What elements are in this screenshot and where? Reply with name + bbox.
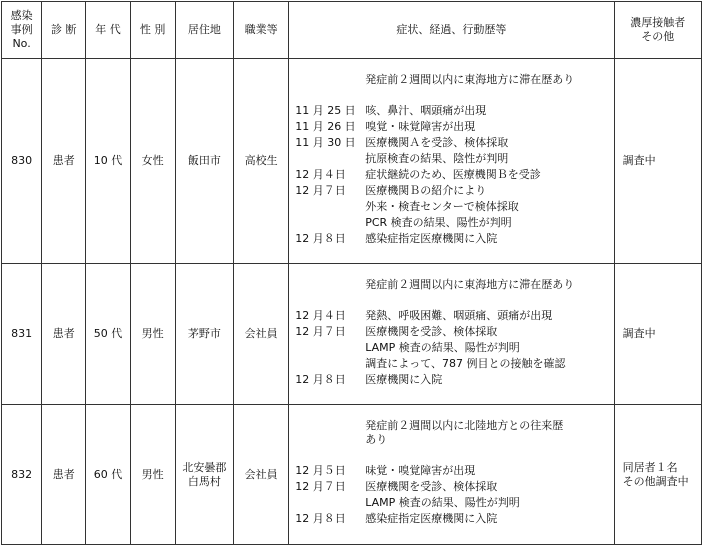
case-no: 830: [2, 59, 42, 264]
timeline-text: 咳、鼻汁、咽頭痛が出現: [365, 104, 487, 117]
timeline-date: 11 月 25 日: [295, 104, 356, 117]
header-contacts: [614, 2, 701, 59]
header-case-no: [2, 2, 42, 59]
diagnosis: 患者: [42, 59, 86, 264]
residence: [175, 59, 233, 264]
timeline-entry: [295, 356, 613, 372]
travel-history: [295, 264, 613, 292]
header-sex: 性 別: [130, 2, 175, 59]
contacts-line: 調査中: [622, 327, 656, 340]
timeline-date: 12 月８日: [295, 232, 346, 245]
timeline-entry: [295, 215, 613, 231]
timeline-date: 12 月５日: [295, 464, 346, 477]
timeline-date: 12 月７日: [295, 480, 346, 493]
occupation: 会社員: [233, 264, 288, 405]
timeline-entry: [295, 372, 613, 388]
timeline-text: 調査によって、787 例目との接触を確認: [365, 357, 566, 370]
timeline-entry: [295, 103, 613, 119]
timeline-text: PCR 検査の結果、陽性が判明: [365, 216, 512, 229]
case-row: [2, 405, 702, 545]
timeline-date: 12 月４日: [295, 168, 346, 181]
case-row: [2, 59, 702, 264]
symptoms-history: [289, 264, 614, 405]
header-case-no-line: 感染: [10, 9, 33, 22]
timeline-date: [295, 199, 365, 215]
case-no: 832: [2, 405, 42, 545]
sex: 男性: [130, 405, 175, 545]
timeline-text: 症状継続のため、医療機関Ｂを受診: [365, 168, 541, 181]
contacts: [614, 264, 701, 405]
timeline-date: [295, 151, 365, 167]
timeline-text: 発熱、呼吸困難、咽頭痛、頭痛が出現: [365, 309, 553, 322]
contacts-line: 調査中: [622, 154, 656, 167]
header-contacts-line: その他: [641, 30, 675, 43]
header-contacts-line: 濃厚接触者: [630, 16, 686, 29]
header-diagnosis: 診 断: [42, 2, 86, 59]
timeline-date: 11 月 26 日: [295, 120, 356, 133]
sex: 女性: [130, 59, 175, 264]
timeline-entry: [295, 495, 613, 511]
timeline-entry: [295, 324, 613, 340]
header-residence: 居住地: [175, 2, 233, 59]
timeline-date: 12 月７日: [295, 184, 346, 197]
occupation: 高校生: [233, 59, 288, 264]
timeline-text: LAMP 検査の結果、陽性が判明: [365, 496, 520, 509]
timeline-date: 12 月７日: [295, 325, 346, 338]
residence-line: 飯田市: [187, 154, 221, 167]
age: 50 代: [86, 264, 130, 405]
travel-history: [295, 59, 613, 87]
contacts-line: 同居者１名: [622, 460, 678, 474]
header-case-no-line: 事例: [10, 23, 33, 36]
timeline-entry: [295, 479, 613, 495]
timeline-text: 嗅覚・味覚障害が出現: [365, 120, 476, 133]
timeline-text: 外来・検査センターで検体採取: [365, 200, 519, 213]
case-table: [1, 1, 702, 545]
contacts-line: その他調査中: [622, 474, 689, 488]
timeline-date: [295, 340, 365, 356]
header-case-no-line: No.: [12, 37, 31, 50]
timeline-text: 味覚・嗅覚障害が出現: [365, 464, 476, 477]
travel-history-line: 発症前２週間以内に東海地方に滞在歴あり: [365, 73, 575, 86]
timeline-entry: [295, 183, 613, 199]
residence-line: 茅野市: [187, 327, 221, 340]
timeline-text: 医療機関Ａを受診、検体採取: [365, 136, 509, 149]
symptoms-history: [289, 59, 614, 264]
case-no: 831: [2, 264, 42, 405]
timeline-entry: [295, 231, 613, 247]
travel-history-line: 発症前２週間以内に北陸地方との往来歴: [365, 419, 564, 432]
timeline-date: 12 月８日: [295, 373, 346, 386]
case-row: [2, 264, 702, 405]
age: 60 代: [86, 405, 130, 545]
occupation: 会社員: [233, 405, 288, 545]
residence-line: 白馬村: [187, 474, 221, 488]
timeline-entry: [295, 119, 613, 135]
travel-history: [295, 405, 613, 447]
timeline-text: 抗原検査の結果、陰性が判明: [365, 152, 509, 165]
timeline-entry: [295, 167, 613, 183]
timeline-date: 11 月 30 日: [295, 136, 356, 149]
timeline-text: 感染症指定医療機関に入院: [365, 512, 498, 525]
timeline-entry: [295, 135, 613, 151]
timeline-date: [295, 356, 365, 372]
timeline-date: [295, 215, 365, 231]
header-row: [2, 2, 702, 59]
header-symptoms: 症状、経過、行動歴等: [289, 2, 614, 59]
contacts: [614, 405, 701, 545]
travel-history-line: 発症前２週間以内に東海地方に滞在歴あり: [365, 278, 575, 291]
header-age: 年 代: [86, 2, 130, 59]
sex: 男性: [130, 264, 175, 405]
diagnosis: 患者: [42, 405, 86, 545]
timeline-date: 12 月８日: [295, 512, 346, 525]
timeline-text: 医療機関に入院: [365, 373, 443, 386]
age: 10 代: [86, 59, 130, 264]
timeline-text: 医療機関を受診、検体採取: [365, 325, 498, 338]
timeline-text: 医療機関を受診、検体採取: [365, 480, 498, 493]
timeline-date: 12 月４日: [295, 309, 346, 322]
residence-line: 北安曇郡: [182, 460, 227, 474]
residence: [175, 405, 233, 545]
timeline-text: 医療機関Ｂの紹介により: [365, 184, 487, 197]
symptoms-history: [289, 405, 614, 545]
timeline-entry: [295, 340, 613, 356]
timeline-entry: [295, 511, 613, 527]
residence: [175, 264, 233, 405]
timeline-entry: [295, 199, 613, 215]
diagnosis: 患者: [42, 264, 86, 405]
timeline-entry: [295, 308, 613, 324]
contacts: [614, 59, 701, 264]
timeline-entry: [295, 463, 613, 479]
timeline-entry: [295, 151, 613, 167]
timeline-date: [295, 495, 365, 511]
header-occupation: 職業等: [233, 2, 288, 59]
timeline-text: LAMP 検査の結果、陽性が判明: [365, 341, 520, 354]
travel-history-line: あり: [365, 433, 388, 446]
timeline-text: 感染症指定医療機関に入院: [365, 232, 498, 245]
